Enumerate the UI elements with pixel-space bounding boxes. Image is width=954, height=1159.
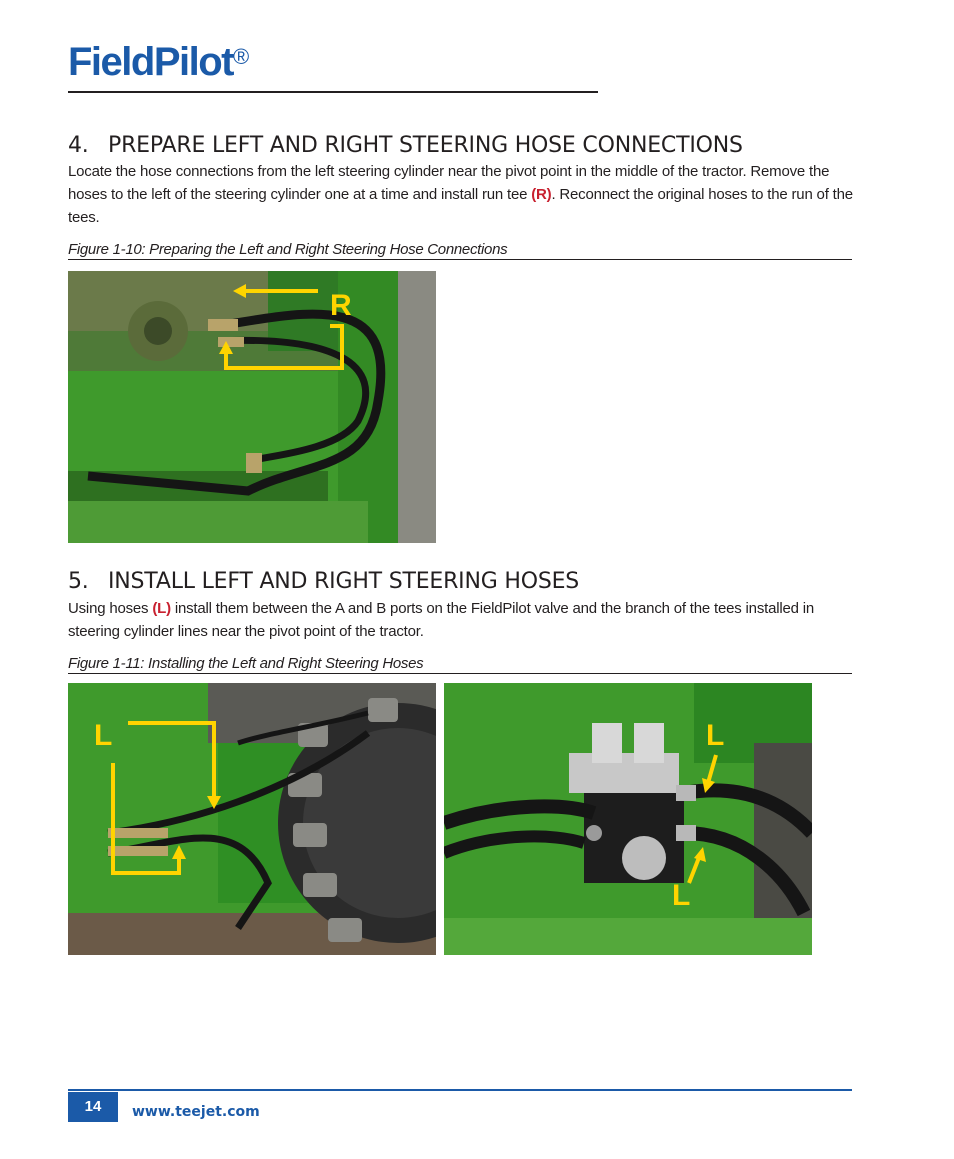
photo-label-r: R (330, 289, 352, 322)
section-5-highlight: (L) (152, 600, 171, 617)
figure-1-11-left-photo (68, 683, 436, 955)
figure-1-11-right-photo (444, 683, 812, 955)
registered-mark: ® (233, 44, 250, 69)
page-number: 14 (68, 1092, 118, 1122)
section-4-title: PREPARE LEFT AND RIGHT STEERING HOSE CONNECTIONS (108, 133, 743, 158)
section-5-title: INSTALL LEFT AND RIGHT STEERING HOSES (108, 569, 580, 594)
figure-1-10-photo (68, 271, 436, 543)
section-5-number: 5. (68, 569, 89, 594)
logo-text: FieldPilot (68, 40, 233, 84)
section-4-text-part2: . Reconnect the original hoses to the run of the tees. (68, 186, 853, 226)
footer-divider (68, 1089, 852, 1091)
section-5-heading (68, 569, 579, 594)
fieldpilot-logo (68, 42, 249, 82)
photo-label-l-left: L (94, 719, 113, 752)
section-5-text-part1: Using hoses (68, 600, 153, 617)
section-4-number: 4. (68, 133, 89, 158)
header-divider (68, 91, 598, 93)
section-4-body (68, 160, 858, 229)
photo-label-l-top: L (706, 719, 725, 752)
figure-1-10-caption: Figure 1-10: Preparing the Left and Right Steering Hose Connections (68, 241, 852, 260)
footer-website-link[interactable]: www.teejet.com (132, 1104, 260, 1120)
section-5-body (68, 597, 858, 643)
section-5-text-part2: install them between the A and B ports on the FieldPilot valve and the branch of the tees installed in steering cylinder lines near the pivot point of the tractor. (68, 600, 815, 640)
section-4-highlight: (R) (531, 186, 552, 203)
section-4-text-part1: Locate the hose connections from the left steering cylinder near the pivot point in the middle of the tractor. Remove the hoses to the left of the steering cylinder one at a time and install run tee (68, 163, 830, 203)
photo-label-l-bottom: L (672, 879, 691, 912)
section-4-heading (68, 133, 743, 158)
figure-1-11-caption: Figure 1-11: Installing the Left and Right Steering Hoses (68, 655, 852, 674)
